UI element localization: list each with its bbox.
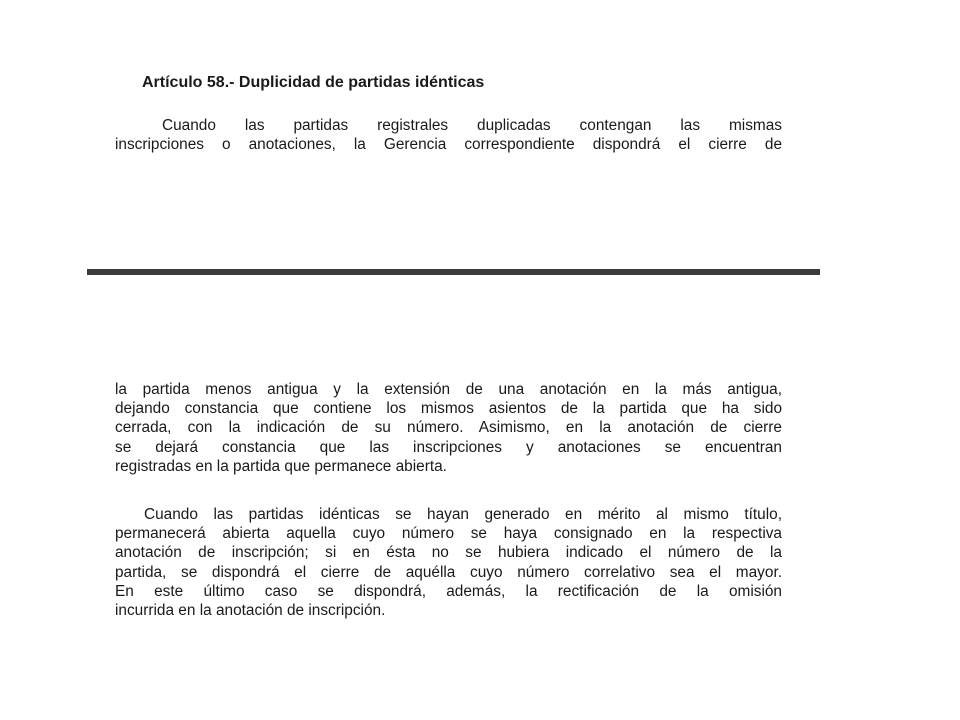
paragraph-2-line: dejando constancia que contiene los mismos asientos de la partida que ha sido	[115, 400, 782, 418]
paragraph-3-line: permanecerá abierta aquella cuyo número se haya consignado en la respectiva	[115, 525, 782, 543]
paragraph-2-line: registradas en la partida que permanece abierta.	[115, 457, 447, 475]
article-heading: Artículo 58.- Duplicidad de partidas idénticas	[142, 74, 485, 91]
paragraph-3-line: partida, se dispondrá el cierre de aquélla cuyo número correlativo sea el mayor.	[115, 563, 782, 581]
paragraph-1	[115, 116, 782, 154]
paragraph-1-line	[115, 135, 782, 154]
line-text: Cuando las partidas registrales duplicadas contengan las mismas	[162, 117, 782, 134]
paragraph-1-line	[115, 116, 782, 135]
paragraph-2	[115, 380, 782, 476]
paragraph-3-line: anotación de inscripción; si en ésta no se hubiera indicado el número de la	[115, 544, 782, 562]
page-break-divider	[87, 269, 820, 275]
line-text: Cuando las partidas idénticas se hayan generado en mérito al mismo título,	[144, 506, 782, 523]
paragraph-3-line: incurrida en la anotación de inscripción.	[115, 602, 386, 620]
paragraph-2-line: cerrada, con la indicación de su número. Asimismo, en la anotación de cierre	[115, 419, 782, 437]
paragraph-3	[115, 505, 782, 620]
line-text: inscripciones o anotaciones, la Gerencia correspondiente dispondrá el cierre de	[115, 136, 782, 154]
paragraph-3-line	[115, 505, 782, 524]
paragraph-3-line: En este último caso se dispondrá, además, la rectificación de la omisión	[115, 582, 782, 600]
paragraph-2-line: se dejará constancia que las inscripciones y anotaciones se encuentran	[115, 438, 782, 456]
paragraph-2-line: la partida menos antigua y la extensión de una anotación en la más antigua,	[115, 381, 782, 398]
